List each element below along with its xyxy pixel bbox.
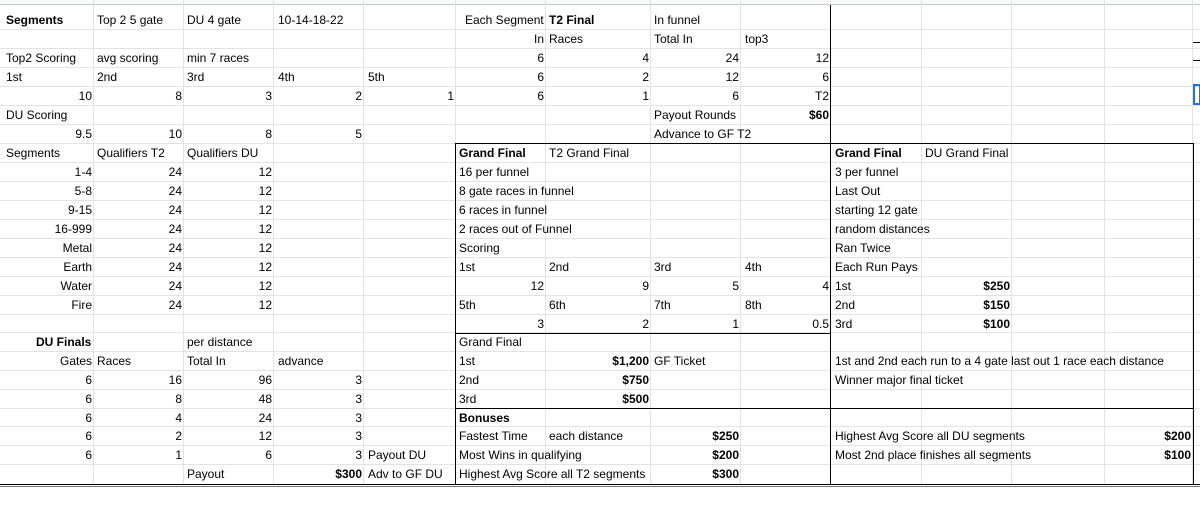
sheet-cell[interactable]: 6th bbox=[549, 298, 566, 312]
sheet-cell[interactable]: random distances bbox=[835, 222, 930, 236]
sheet-cell[interactable]: Water bbox=[60, 279, 92, 293]
sheet-cell[interactable]: 1 bbox=[447, 89, 454, 103]
sheet-cell[interactable]: Payout Rounds bbox=[654, 108, 737, 122]
sheet-cell[interactable]: $250 bbox=[712, 429, 739, 443]
sheet-cell[interactable]: 3 bbox=[537, 317, 544, 331]
sheet-cell[interactable]: 2 bbox=[175, 429, 182, 443]
sheet-cell[interactable]: 12 bbox=[530, 279, 544, 293]
table-border bbox=[1193, 42, 1200, 43]
sheet-cell[interactable]: 24 bbox=[168, 260, 182, 274]
sheet-cell[interactable]: 3rd bbox=[835, 317, 853, 331]
sheet-cell[interactable]: 8 bbox=[175, 392, 182, 406]
sheet-cell[interactable]: each distance bbox=[549, 429, 624, 443]
table-border bbox=[0, 484, 1200, 485]
sheet-cell[interactable]: 5 bbox=[732, 279, 739, 293]
sheet-cell[interactable]: 1st bbox=[6, 70, 23, 84]
sheet-cell[interactable]: 2 bbox=[355, 89, 362, 103]
sheet-cell[interactable]: Each Run Pays bbox=[835, 260, 918, 274]
sheet-cell[interactable]: 9.5 bbox=[75, 127, 92, 141]
sheet-cell[interactable]: 12 bbox=[258, 260, 272, 274]
sheet-cell[interactable]: 9-15 bbox=[67, 203, 92, 217]
sheet-cell[interactable]: 6 bbox=[85, 392, 92, 406]
sheet-cell[interactable]: 6 bbox=[85, 448, 92, 462]
sheet-cell[interactable]: 4th bbox=[278, 70, 295, 84]
sheet-cell[interactable]: 6 bbox=[732, 89, 739, 103]
sheet-cell[interactable]: 24 bbox=[168, 184, 182, 198]
sheet-cell[interactable]: starting 12 gate bbox=[835, 203, 918, 217]
sheet-cell[interactable]: 0.5 bbox=[812, 317, 829, 331]
sheet-cell[interactable]: 16 per funnel bbox=[459, 165, 530, 179]
sheet-cell[interactable]: 2nd bbox=[459, 373, 480, 387]
sheet-cell[interactable]: 12 bbox=[258, 184, 272, 198]
sheet-cell[interactable]: 24 bbox=[168, 298, 182, 312]
sheet-cell[interactable]: GF Ticket bbox=[654, 354, 706, 368]
sheet-cell[interactable]: Payout DU bbox=[368, 448, 427, 462]
sheet-cell[interactable]: 1 bbox=[732, 317, 739, 331]
sheet-cell[interactable]: 3 bbox=[355, 411, 362, 425]
sheet-cell[interactable]: $100 bbox=[983, 317, 1010, 331]
sheet-cell[interactable]: 5th bbox=[459, 298, 476, 312]
sheet-cell[interactable]: 3rd bbox=[654, 260, 672, 274]
sheet-cell[interactable]: 4th bbox=[745, 260, 762, 274]
sheet-cell[interactable]: Races bbox=[549, 32, 584, 46]
sheet-cell[interactable]: $60 bbox=[808, 108, 829, 122]
sheet-cell[interactable]: Grand Final bbox=[835, 146, 902, 160]
sheet-cell[interactable]: 10-14-18-22 bbox=[278, 13, 344, 27]
sheet-cell[interactable]: Most 2nd place finishes all segments bbox=[835, 448, 1032, 462]
sheet-cell[interactable]: 4 bbox=[642, 51, 649, 65]
sheet-cell[interactable]: Top2 Scoring bbox=[6, 51, 77, 65]
sheet-cell[interactable]: 12 bbox=[725, 70, 739, 84]
sheet-cell[interactable]: per distance bbox=[187, 335, 253, 349]
sheet-cell[interactable]: 6 bbox=[537, 51, 544, 65]
sheet-cell[interactable]: 1st bbox=[459, 260, 476, 274]
sheet-cell[interactable]: 12 bbox=[258, 203, 272, 217]
sheet-cell[interactable]: DU Finals bbox=[36, 335, 92, 349]
sheet-cell[interactable]: Total In bbox=[654, 32, 693, 46]
sheet-cell[interactable]: 6 races in funnel bbox=[459, 203, 548, 217]
sheet-cell[interactable]: Grand Final bbox=[459, 146, 526, 160]
sheet-cell[interactable]: $500 bbox=[622, 392, 649, 406]
sheet-cell[interactable]: 9 bbox=[642, 279, 649, 293]
sheet-cell[interactable]: Races bbox=[97, 354, 132, 368]
sheet-cell[interactable]: Ran Twice bbox=[835, 241, 891, 255]
sheet-cell[interactable]: Qualifiers DU bbox=[187, 146, 259, 160]
sheet-cell[interactable]: T2 Grand Final bbox=[549, 146, 630, 160]
sheet-cell[interactable]: T2 bbox=[814, 89, 829, 103]
sheet-cell[interactable]: 24 bbox=[168, 203, 182, 217]
sheet-cell[interactable]: $250 bbox=[983, 279, 1010, 293]
selected-cell[interactable] bbox=[1193, 84, 1200, 105]
sheet-cell[interactable]: 6 bbox=[85, 373, 92, 387]
sheet-cell[interactable]: 24 bbox=[168, 241, 182, 255]
sheet-cell[interactable]: 12 bbox=[258, 429, 272, 443]
sheet-cell[interactable]: DU Scoring bbox=[6, 108, 68, 122]
sheet-cell[interactable]: 24 bbox=[258, 411, 272, 425]
sheet-cell[interactable]: Highest Avg Score all T2 segments bbox=[459, 467, 646, 481]
sheet-cell[interactable]: 12 bbox=[258, 222, 272, 236]
sheet-cell[interactable]: 1 bbox=[642, 89, 649, 103]
sheet-cell[interactable]: In bbox=[534, 32, 545, 46]
sheet-cell[interactable]: DU Grand Final bbox=[925, 146, 1009, 160]
sheet-cell[interactable]: 10 bbox=[168, 127, 182, 141]
sheet-cell[interactable]: Adv to GF DU bbox=[368, 467, 443, 481]
sheet-cell[interactable]: 3 bbox=[355, 448, 362, 462]
sheet-cell[interactable]: 6 bbox=[822, 70, 829, 84]
column-header-strip bbox=[0, 0, 1200, 5]
sheet-cell[interactable]: 1st bbox=[835, 279, 852, 293]
sheet-cell[interactable]: Last Out bbox=[835, 184, 881, 198]
sheet-cell[interactable]: $300 bbox=[335, 467, 362, 481]
sheet-cell[interactable]: 6 bbox=[85, 429, 92, 443]
sheet-cell[interactable]: Payout bbox=[187, 467, 225, 481]
sheet-cell[interactable]: 24 bbox=[168, 165, 182, 179]
sheet-cell[interactable]: 48 bbox=[258, 392, 272, 406]
sheet-cell[interactable]: 6 bbox=[537, 89, 544, 103]
sheet-cell[interactable]: 3 bbox=[355, 373, 362, 387]
sheet-cell[interactable]: $300 bbox=[712, 467, 739, 481]
sheet-cell[interactable]: 10 bbox=[78, 89, 92, 103]
sheet-cell[interactable]: 2 bbox=[642, 70, 649, 84]
sheet-cell[interactable]: 2nd bbox=[835, 298, 856, 312]
sheet-cell[interactable]: 1st bbox=[459, 354, 476, 368]
sheet-cell[interactable]: Metal bbox=[62, 241, 92, 255]
sheet-cell[interactable]: 4 bbox=[822, 279, 829, 293]
sheet-cell[interactable]: In funnel bbox=[654, 13, 701, 27]
table-border bbox=[0, 486, 1200, 487]
sheet-cell[interactable]: 24 bbox=[725, 51, 739, 65]
sheet-cell[interactable]: 6 bbox=[265, 448, 272, 462]
sheet-cell[interactable]: Most Wins in qualifying bbox=[459, 448, 582, 462]
sheet-cell[interactable]: 3 per funnel bbox=[835, 165, 899, 179]
sheet-cell[interactable]: Qualifiers T2 bbox=[97, 146, 165, 160]
sheet-cell[interactable]: 24 bbox=[168, 279, 182, 293]
sheet-cell[interactable]: 12 bbox=[258, 165, 272, 179]
sheet-cell[interactable]: $150 bbox=[983, 298, 1010, 312]
sheet-cell[interactable]: Earth bbox=[63, 260, 92, 274]
sheet-cell[interactable]: 8th bbox=[745, 298, 762, 312]
sheet-cell[interactable]: 3 bbox=[265, 89, 272, 103]
sheet-cell[interactable]: 3 bbox=[355, 429, 362, 443]
sheet-cell[interactable]: min 7 races bbox=[187, 51, 250, 65]
sheet-cell[interactable]: $200 bbox=[1164, 429, 1191, 443]
sheet-cell[interactable]: DU 4 gate bbox=[187, 13, 242, 27]
sheet-cell[interactable]: 1 bbox=[175, 448, 182, 462]
sheet-cell[interactable]: $1,200 bbox=[612, 354, 649, 368]
sheet-cell[interactable]: Fire bbox=[71, 298, 92, 312]
sheet-cell[interactable]: 2 races out of Funnel bbox=[459, 222, 572, 236]
sheet-cell[interactable]: Each Segment bbox=[465, 13, 544, 27]
sheet-cell[interactable]: 2 bbox=[642, 317, 649, 331]
sheet-cell[interactable]: Bonuses bbox=[459, 411, 510, 425]
sheet-cell[interactable]: 3rd bbox=[187, 70, 205, 84]
sheet-cell[interactable]: Fastest Time bbox=[459, 429, 528, 443]
sheet-cell[interactable]: 8 bbox=[265, 127, 272, 141]
sheet-cell[interactable]: $100 bbox=[1164, 448, 1191, 462]
sheet-cell[interactable]: 1st and 2nd each run to a 4 gate last out 1 race each distance bbox=[835, 354, 1164, 368]
sheet-cell[interactable]: Scoring bbox=[459, 241, 500, 255]
sheet-cell[interactable]: 2nd bbox=[549, 260, 570, 274]
sheet-cell[interactable]: T2 Final bbox=[549, 13, 595, 27]
sheet-cell[interactable]: advance bbox=[278, 354, 324, 368]
sheet-cell[interactable]: 16-999 bbox=[54, 222, 92, 236]
sheet-cell[interactable]: 5th bbox=[368, 70, 385, 84]
table-border bbox=[830, 408, 1194, 409]
sheet-cell[interactable]: 6 bbox=[537, 70, 544, 84]
sheet-cell[interactable]: Grand Final bbox=[459, 335, 522, 349]
sheet-cell[interactable]: 7th bbox=[654, 298, 671, 312]
sheet-cell[interactable]: 1-4 bbox=[74, 165, 92, 179]
sheet-cell[interactable]: 8 gate races in funnel bbox=[459, 184, 574, 198]
sheet-cell[interactable]: 5-8 bbox=[74, 184, 92, 198]
sheet-cell[interactable]: Top 2 5 gate bbox=[97, 13, 164, 27]
sheet-cell[interactable]: 16 bbox=[168, 373, 182, 387]
sheet-cell[interactable]: Total In bbox=[187, 354, 226, 368]
table-border bbox=[830, 5, 831, 143]
sheet-cell[interactable]: 12 bbox=[258, 298, 272, 312]
gridline bbox=[0, 29, 1200, 30]
sheet-cell[interactable]: 96 bbox=[258, 373, 272, 387]
sheet-cell[interactable]: 8 bbox=[175, 89, 182, 103]
sheet-cell[interactable]: 12 bbox=[258, 241, 272, 255]
sheet-cell[interactable]: 12 bbox=[258, 279, 272, 293]
sheet-cell[interactable]: 2nd bbox=[97, 70, 118, 84]
sheet-cell[interactable]: Highest Avg Score all DU segments bbox=[835, 429, 1025, 443]
sheet-cell[interactable]: 6 bbox=[85, 411, 92, 425]
sheet-cell[interactable]: $200 bbox=[712, 448, 739, 462]
sheet-cell[interactable]: Advance to GF T2 bbox=[654, 127, 752, 141]
sheet-cell[interactable]: top3 bbox=[745, 32, 769, 46]
sheet-cell[interactable]: 3rd bbox=[459, 392, 477, 406]
sheet-cell[interactable]: Segments bbox=[6, 13, 64, 27]
sheet-cell[interactable]: avg scoring bbox=[97, 51, 159, 65]
sheet-cell[interactable]: $750 bbox=[622, 373, 649, 387]
sheet-cell[interactable]: Winner major final ticket bbox=[835, 373, 964, 387]
sheet-cell[interactable]: 5 bbox=[355, 127, 362, 141]
sheet-cell[interactable]: 3 bbox=[355, 392, 362, 406]
sheet-cell[interactable]: 24 bbox=[168, 222, 182, 236]
sheet-cell[interactable]: 12 bbox=[815, 51, 829, 65]
table-border bbox=[1193, 60, 1200, 61]
sheet-cell[interactable]: 4 bbox=[175, 411, 182, 425]
sheet-cell[interactable]: Gates bbox=[59, 354, 92, 368]
sheet-cell[interactable]: Segments bbox=[6, 146, 61, 160]
